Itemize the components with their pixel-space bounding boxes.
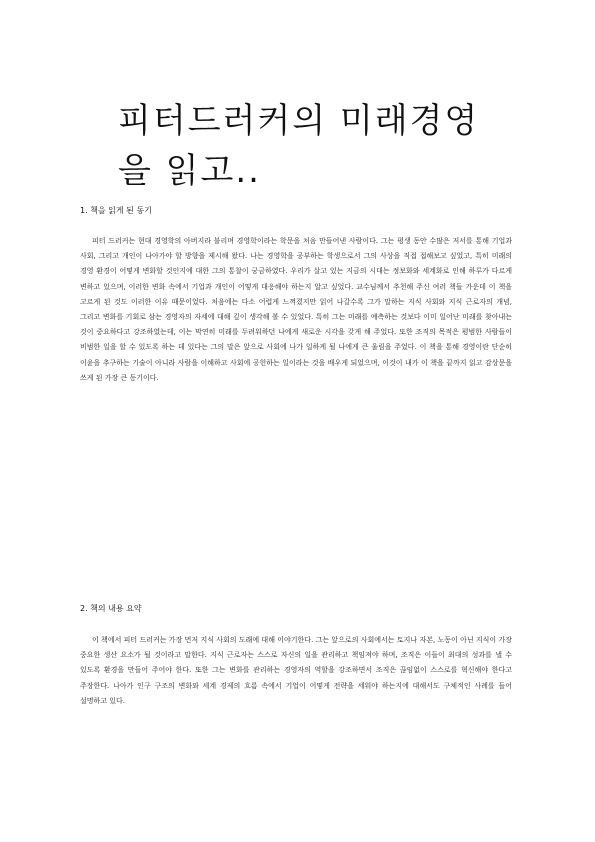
document-title: 피터드러커의 미래경영 을 읽고.. — [118, 101, 480, 191]
section-body-summary: 이 책에서 피터 드러커는 가장 먼저 지식 사회의 도래에 대해 이야기한다. 그는 앞으로의 사회에서는 토지나 자본, 노동이 아닌 지식이 가장 중요한 생산 요소가 될 것이라고 말한다. 지식 근로자는 스스로 자신의 일을 관리하고 책임져야 하며, 조직은 이들이 최대의 성과를 낼 수 있도록 환경을 만들어 주어야 한다. 또한 그는 변화를 관리하는 경영자의 역할을 강조하면서 조직은 끊임없이 스스로를 혁신해야 한다고 주장한다. 나아가 인구 구조의 변화와 세계 경제의 흐름 속에서 기업이 어떻게 전략을 세워야 하는지에 대해서도 구체적인 사례를 들어 설명하고 있다. — [80, 636, 512, 705]
section-heading-motivation: 1. 책을 읽게 된 동기 — [80, 206, 152, 215]
section-heading-summary: 2. 책의 내용 요약 — [80, 604, 142, 613]
section-body-motivation: 피터 드러커는 현대 경영학의 아버지라 불리며 경영학이라는 학문을 처음 만들어낸 사람이다. 그는 평생 동안 수많은 저서를 통해 기업과 사회, 그리고 개인이 나아가야 할 방향을 제시해 왔다. 나는 경영학을 공부하는 학생으로서 그의 사상을 직접 접해보고 싶었고, 특히 미래의 경영 환경이 어떻게 변화할 것인지에 대한 그의 통찰이 궁금하였다. 우리가 살고 있는 지금의 시대는 정보화와 세계화로 인해 하루가 다르게 변하고 있으며, 이러한 변화 속에서 기업과 개인이 어떻게 대응해야 하는지 알고 싶었다. 교수님께서 추천해 주신 여러 책들 가운데 이 책을 고르게 된 것도 이러한 이유 때문이었다. 처음에는 다소 어렵게 느껴졌지만 읽어 나갈수록 그가 말하는 지식 사회와 지식 근로자의 개념, 그리고 변화를 기회로 삼는 경영자의 자세에 대해 깊이 생각해 볼 수 있었다. 특히 그는 미래를 예측하는 것보다 이미 일어난 미래를 찾아내는 것이 중요하다고 강조하였는데, 이는 막연히 미래를 두려워하던 나에게 새로운 시각을 갖게 해 주었다. 또한 조직의 목적은 평범한 사람들이 비범한 일을 할 수 있도록 하는 데 있다는 그의 말은 앞으로 사회에 나가 일하게 될 나에게 큰 울림을 주었다. 이 책을 통해 경영이란 단순히 이윤을 추구하는 기술이 아니라 사람을 이해하고 사회에 공헌하는 일이라는 것을 배우게 되었으며, 이것이 내가 이 책을 끝까지 읽고 감상문을 쓰게 된 가장 큰 동기이다. — [80, 237, 512, 382]
